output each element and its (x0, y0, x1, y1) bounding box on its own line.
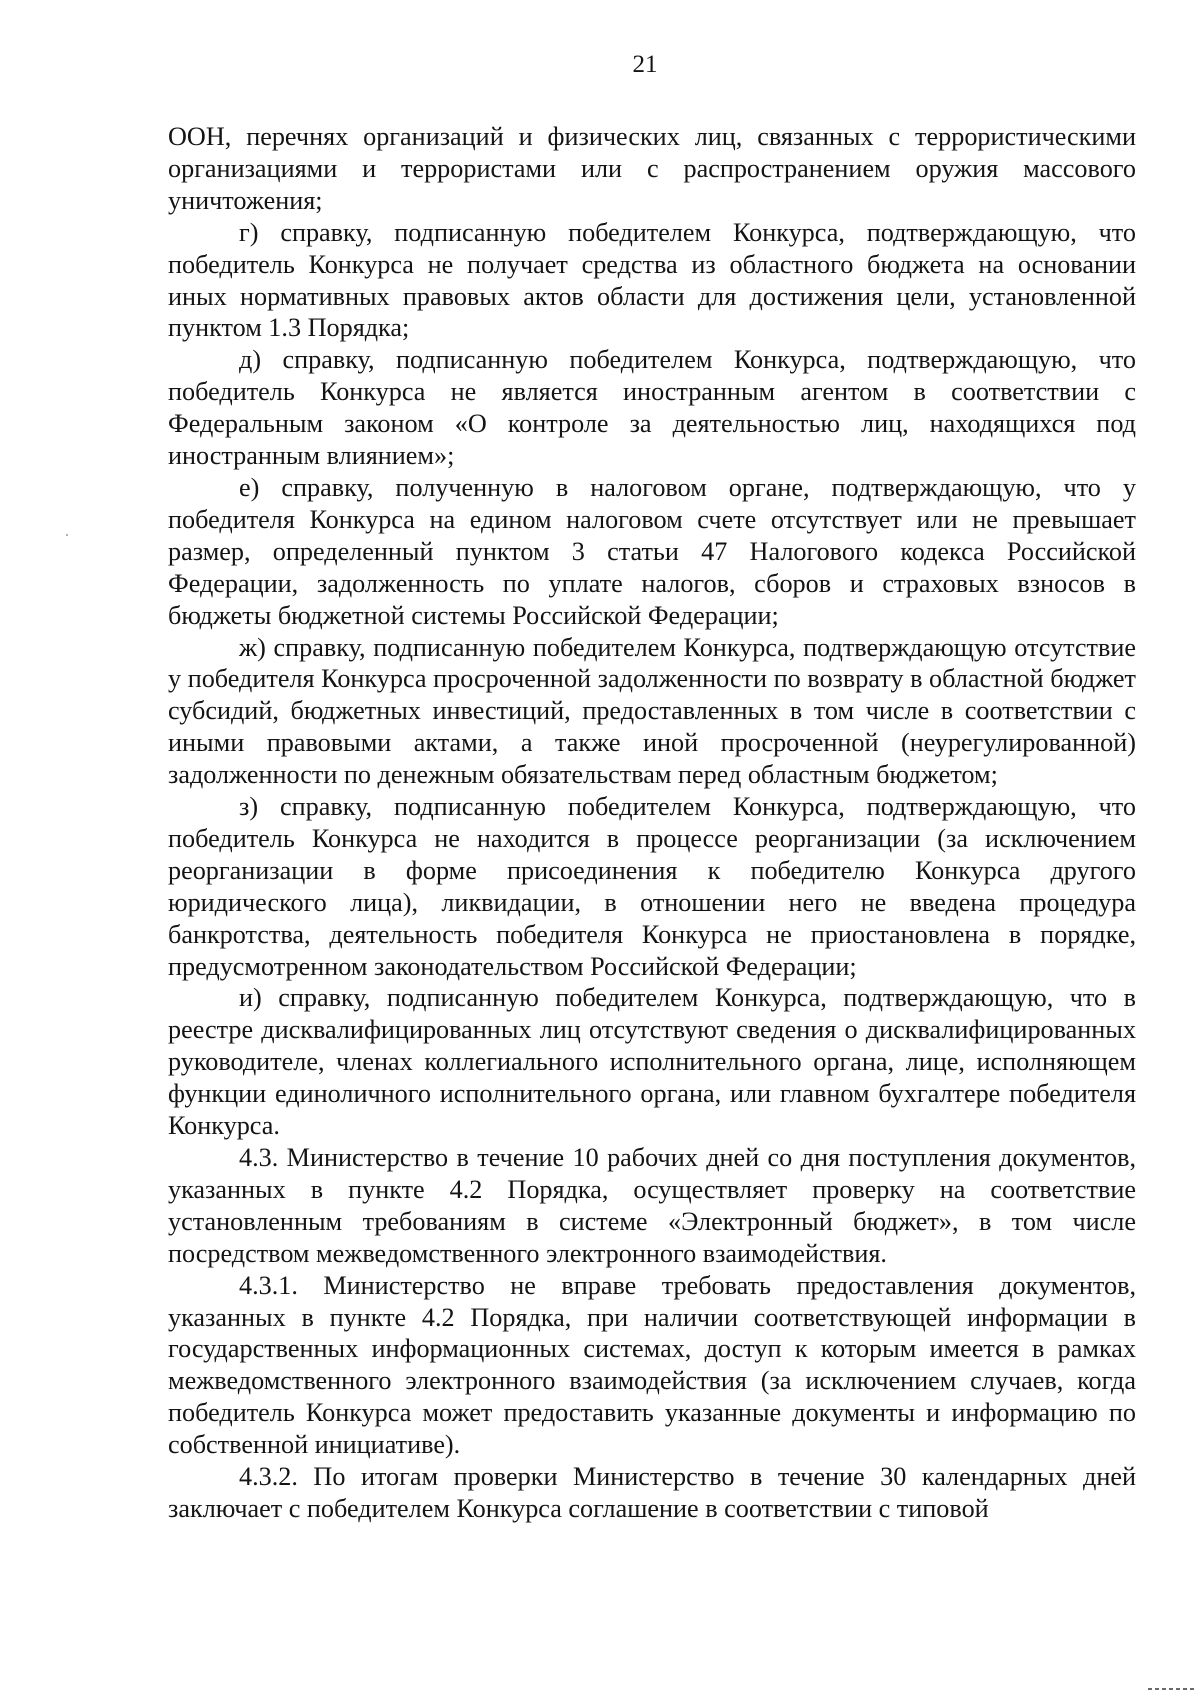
paragraph-clause-4-3-1: 4.3.1. Министерство не вправе требовать предоставления документов, указанных в пункте 4.2 Порядка, при наличии соответствующей информации в государственных информационных системах, доступ к которым имеется в рамках межведомственного электронного взаимодействия (за исключением случаев, когда победитель Конкурса может предоставить указанные документы и информацию по собственной инициативе). (168, 1270, 1136, 1460)
paragraph-item-z: з) справку, подписанную победителем Конкурса, подтверждающую, что победитель Конкурса не находится в процессе реорганизации (за исключением реорганизации в форме присоединения к победителю Конкурса другого юридического лица), ликвидации, в отношении него не введена процедура банкротства, деятельность победителя Конкурса не приостановлена в порядке, предусмотренном законодательством Российской Федерации; (168, 792, 1136, 981)
scan-speck (66, 534, 68, 536)
paragraph-item-zh: ж) справку, подписанную победителем Конкурса, подтверждающую отсутствие у победителя Конкурса просроченной задолженности по возврату в областной бюджет субсидий, бюджетных инвестиций, предоставленных в том числе в соответствии с иными правовыми актами, а также иной просроченной (неурегулированной) задолженности по денежным обязательствам перед областным бюджетом; (168, 632, 1136, 790)
scan-edge-mark (1148, 1688, 1196, 1690)
paragraph-clause-4-3-2: 4.3.2. По итогам проверки Министерство в течение 30 календарных дней заключает с победителем Конкурса соглашение в соответствии с типовой (168, 1462, 1136, 1523)
document-body (168, 121, 1136, 1525)
paragraph-item-i: и) справку, подписанную победителем Конкурса, подтверждающую, что в реестре дисквалифицированных лиц отсутствуют сведения о дисквалифицированных руководителе, членах коллегиального исполнительного органа, лице, исполняющем функции единоличного исполнительного органа, или главном бухгалтере победителя Конкурса. (168, 983, 1136, 1141)
paragraph-item-d: д) справку, подписанную победителем Конкурса, подтверждающую, что победитель Конкурса не является иностранным агентом в соответствии с Федеральным законом «О контроле за деятельностью лиц, находящихся под иностранным влиянием»; (168, 345, 1136, 471)
page-number: 21 (632, 51, 658, 78)
paragraph-clause-4-3: 4.3. Министерство в течение 10 рабочих дней со дня поступления документов, указанных в пункте 4.2 Порядка, осуществляет проверку на соответствие установленным требованиям в системе «Электронный бюджет», в том числе посредством межведомственного электронного взаимодействия. (168, 1143, 1136, 1268)
paragraph-item-g: г) справку, подписанную победителем Конкурса, подтверждающую, что победитель Конкурса не получает средства из областного бюджета на основании иных нормативных правовых актов области для достижения цели, установленной пунктом 1.3 Порядка; (168, 217, 1136, 343)
paragraph-item-e: е) справку, полученную в налоговом органе, подтверждающую, что у победителя Конкурса на едином налоговом счете отсутствует или не превышает размер, определенный пунктом 3 статьи 47 Налогового кодекса Российской Федерации, задолженность по уплате налогов, сборов и страховых взносов в бюджеты бюджетной системы Российской Федерации; (168, 472, 1136, 630)
paragraph-continuation: ООН, перечнях организаций и физических лиц, связанных с террористическими организациями и террористами или с распространением оружия массового уничтожения; (168, 122, 1136, 215)
